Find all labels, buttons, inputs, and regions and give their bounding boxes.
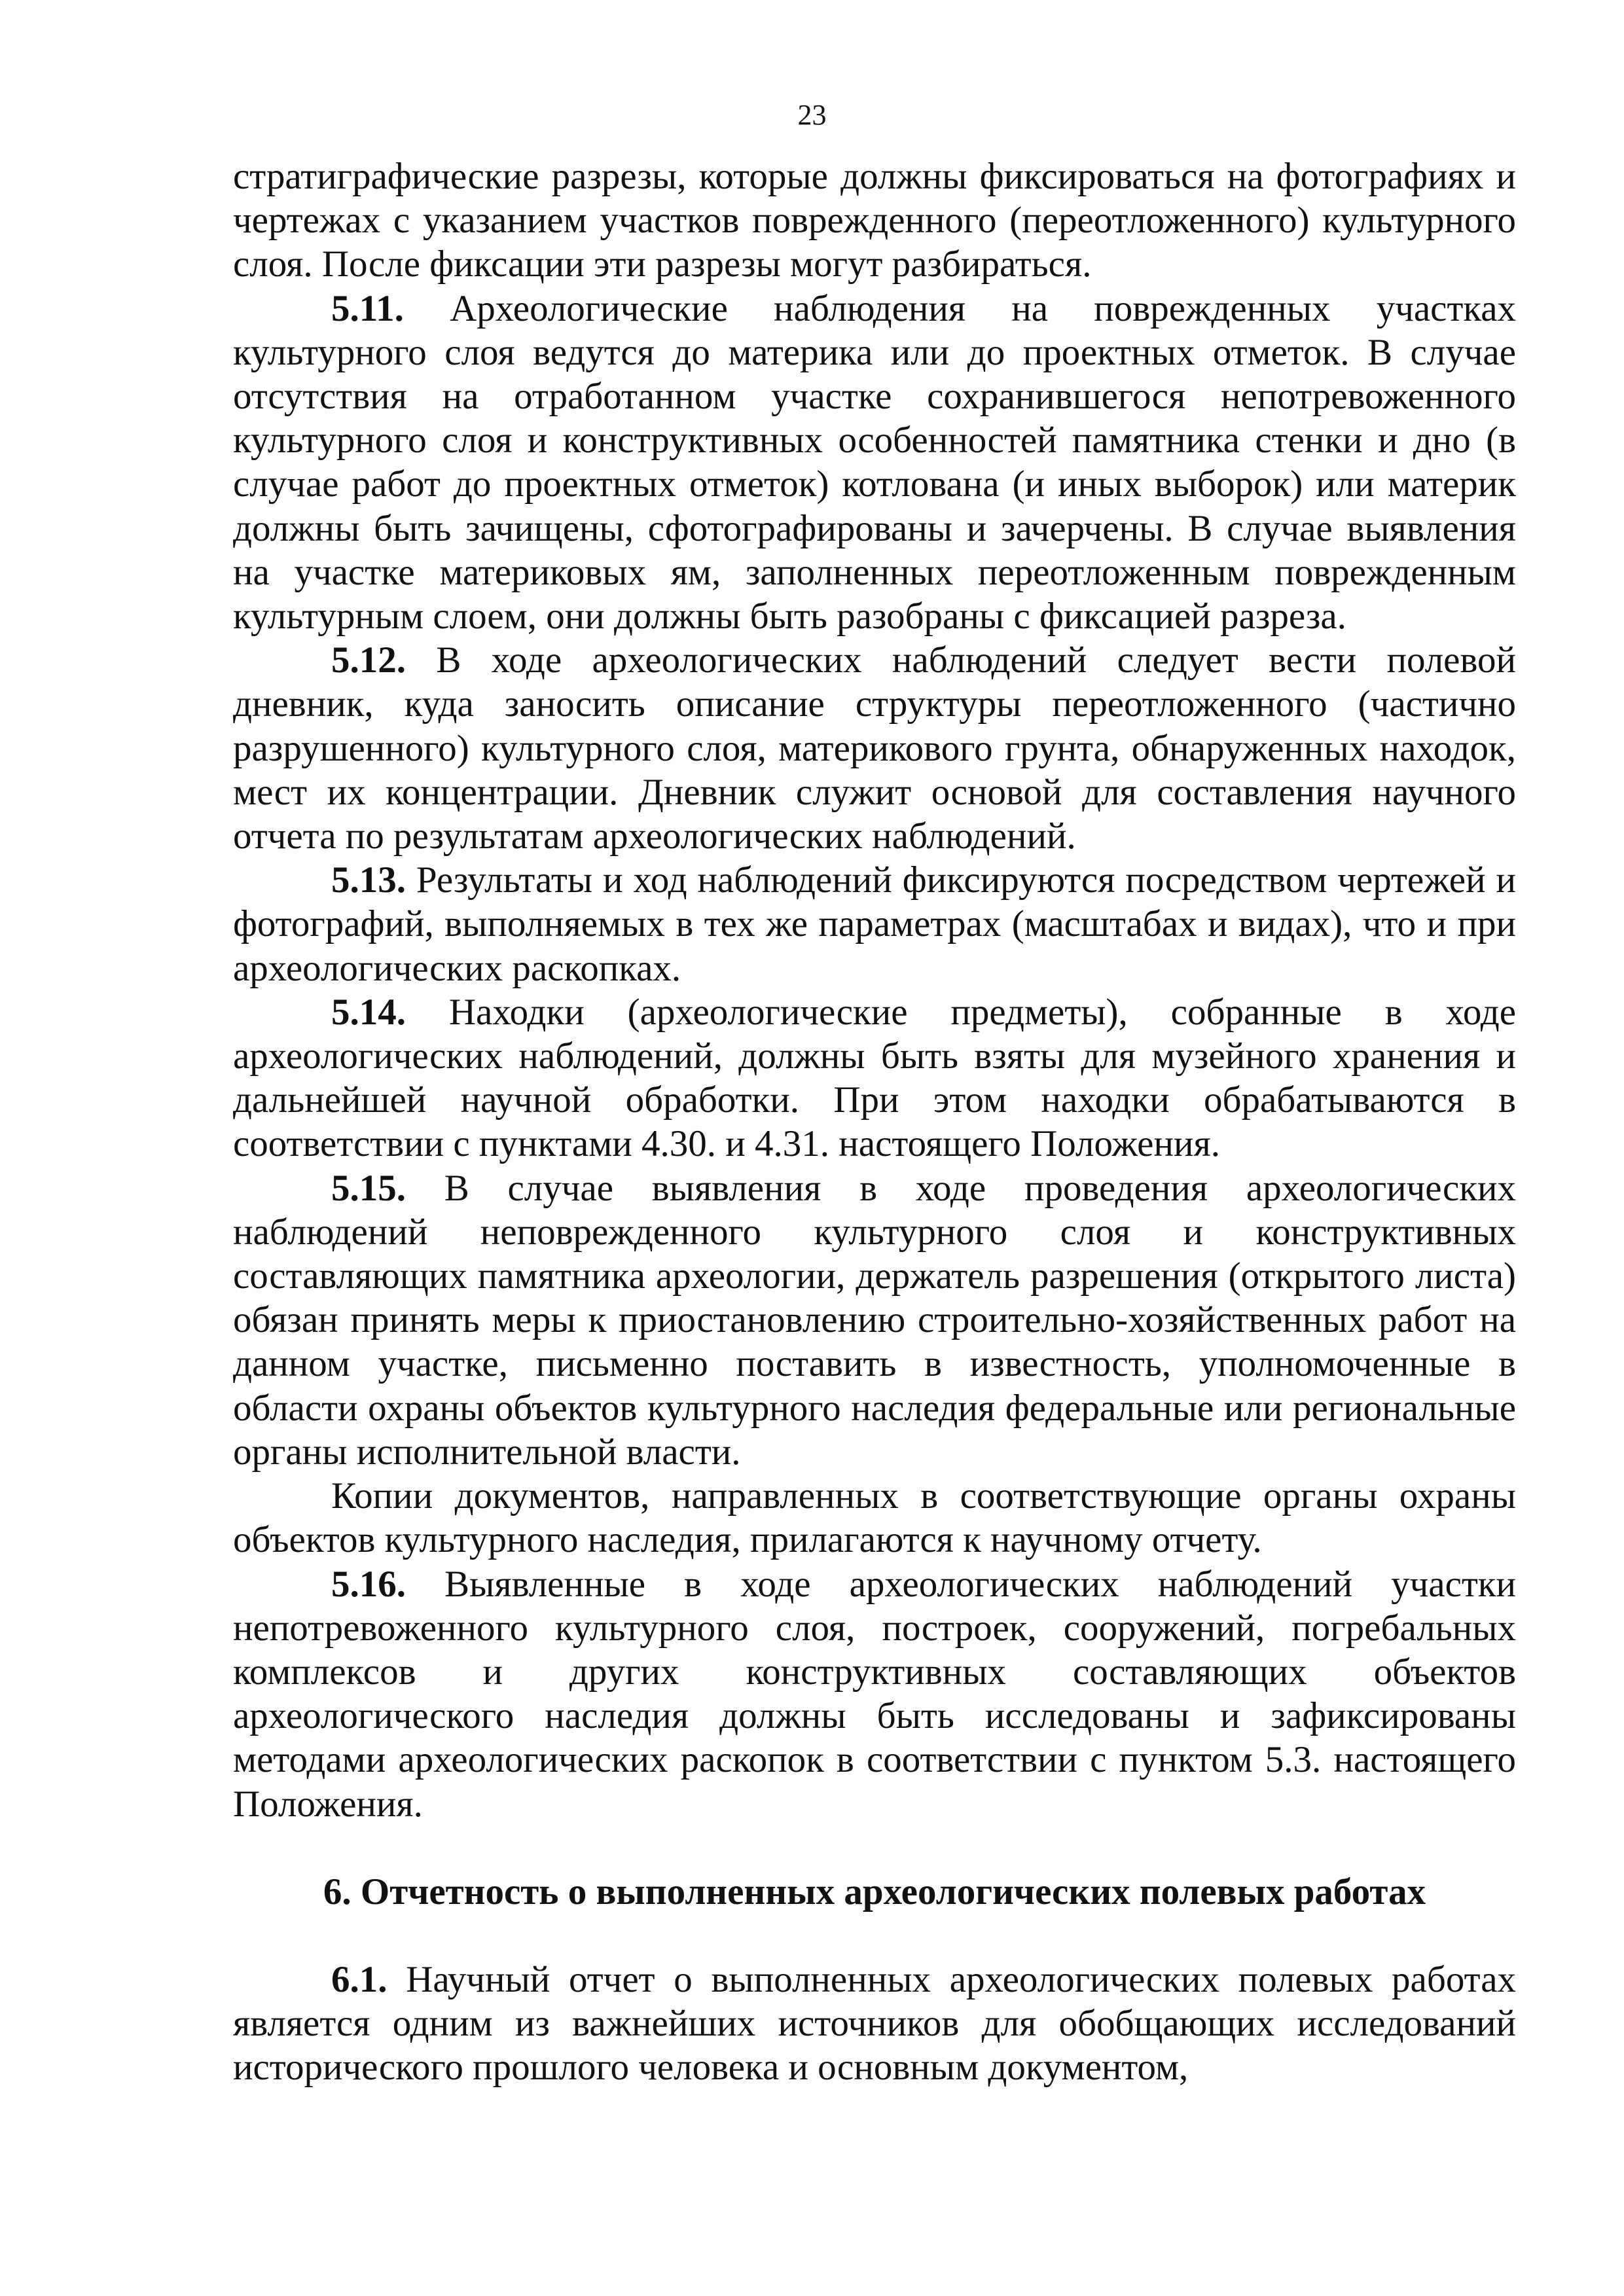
clause-number: 5.16.	[331, 1563, 406, 1605]
clause-number: 6.1.	[331, 1958, 388, 2000]
paragraph	[233, 1958, 1516, 2090]
section-heading: 6. Отчетность о выполненных археологических полевых работах	[323, 1871, 1426, 1912]
paragraph-text: Научный отчет о выполненных археологических полевых работах является одним из важнейших источников для обобщающих исследований исторического прошлого человека и основным документом,	[233, 1958, 1517, 2089]
paragraph	[233, 1474, 1516, 1562]
document-body	[233, 154, 1516, 2090]
clause-number: 5.11.	[331, 287, 404, 329]
paragraph-text: В ходе археологических наблюдений следует вести полевой дневник, куда заносить описание структуры переотложенного (частично разрушенного) культурного слоя, материкового грунта, обнаруженных находок, мест их концентрации. Дневник служит основой для составления научного отчета по результатам археологических наблюдений.	[233, 639, 1517, 857]
paragraph-text: Находки (археологические предметы), собранные в ходе археологических наблюдений, должны быть взяты для музейного хранения и дальнейшей научной обработки. При этом находки обрабатываются в соответствии с пунктами 4.30. и 4.31. настоящего Положения.	[233, 991, 1517, 1165]
paragraph-text: стратиграфические разрезы, которые должны фиксироваться на фотографиях и чертежах с указанием участков поврежденного (переотложенного) культурного слоя. После фиксации эти разрезы могут разбираться.	[233, 156, 1516, 285]
paragraph-text: Археологические наблюдения на поврежденных участках культурного слоя ведутся до материка или до проектных отметок. В случае отсутствия на отработанном участке сохранившегося непотревоженного культурного слоя и конструктивных особенностей памятника стенки и дно (в случае работ до проектных отметок) котлована (и иных выборок) или материк должны быть зачищены, сфотографированы и зачерчены. В случае выявления на участке материковых ям, заполненных переотложенным поврежденным культурным слоем, они должны быть разобраны с фиксацией разреза.	[233, 287, 1517, 637]
paragraphs-before-heading	[233, 154, 1516, 1826]
clause-number: 5.13.	[331, 859, 406, 901]
paragraph	[233, 1562, 1516, 1826]
clause-number: 5.14.	[331, 991, 406, 1033]
paragraph	[233, 990, 1516, 1166]
clause-number: 5.15.	[331, 1167, 406, 1209]
paragraph	[233, 638, 1516, 858]
paragraph	[233, 154, 1516, 287]
paragraph-text: В случае выявления в ходе проведения археологических наблюдений неповрежденного культурного слоя и конструктивных составляющих памятника археологии, держатель разрешения (открытого листа) обязан принять меры к приостановлению строительно-хозяйственных работ на данном участке, письменно поставить в известность, уполномоченные в области охраны объектов культурного наследия федеральные или региональные органы исполнительной власти.	[233, 1167, 1516, 1473]
paragraph-text: Результаты и ход наблюдений фиксируются посредством чертежей и фотографий, выполняемых в тех же параметрах (масштабах и видах), что и при археологических раскопках.	[233, 859, 1516, 989]
paragraph-text: Выявленные в ходе археологических наблюдений участки непотревоженного культурного слоя, построек, сооружений, погребальных комплексов и других конструктивных составляющих объектов археологического наследия должны быть исследованы и зафиксированы методами археологических раскопок в соответствии с пунктом 5.3. настоящего Положения.	[233, 1563, 1516, 1825]
paragraph	[233, 1166, 1516, 1474]
page-number: 23	[797, 99, 827, 131]
clause-number: 5.12.	[331, 639, 406, 681]
paragraph-text: Копии документов, направленных в соответствующие органы охраны объектов культурного наследия, прилагаются к научному отчету.	[233, 1475, 1516, 1561]
paragraph	[233, 858, 1516, 990]
paragraphs-after-heading	[233, 1958, 1516, 2090]
paragraph	[233, 287, 1516, 639]
